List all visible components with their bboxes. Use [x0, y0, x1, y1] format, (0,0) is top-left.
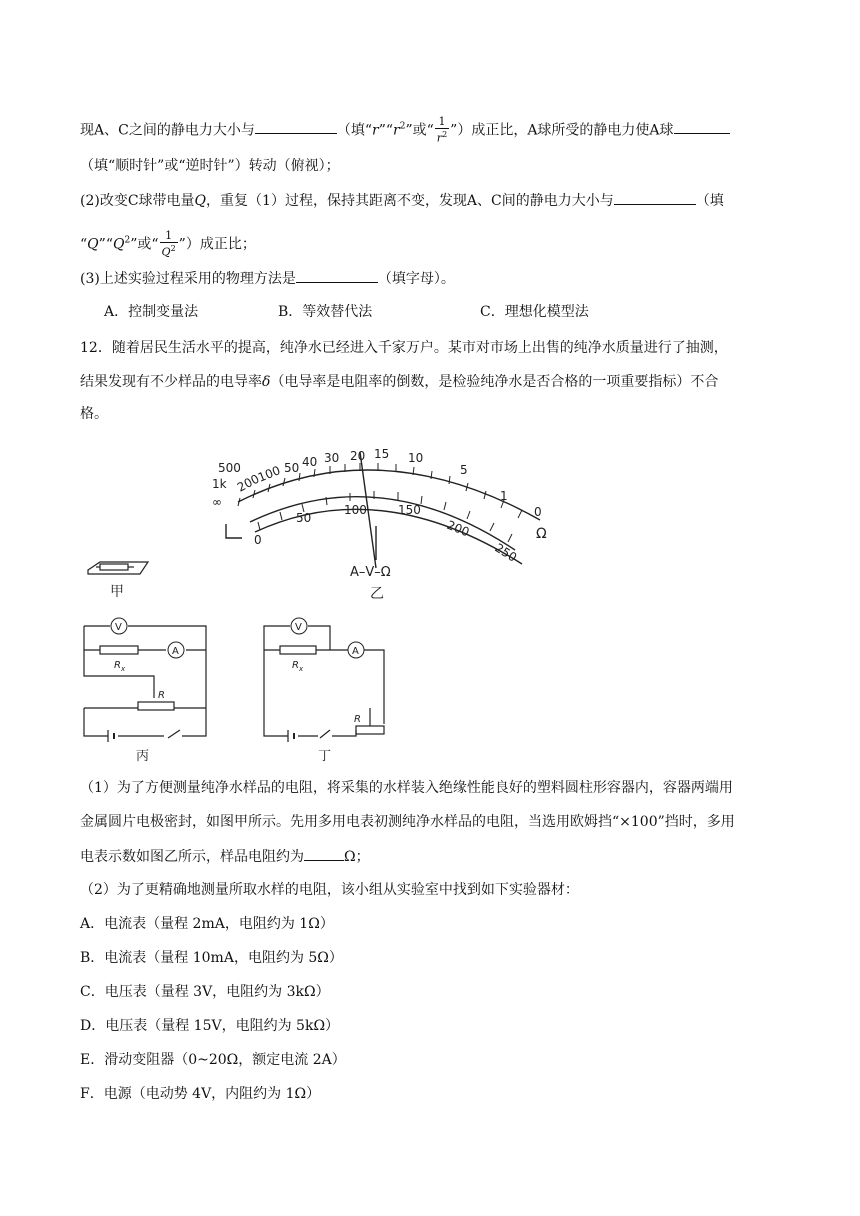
- scale-label-15: 15: [374, 447, 390, 461]
- q12-part2: （2）为了更精确地测量所取水样的电阻，该小组从实验室中找到如下实验器材：: [80, 882, 579, 898]
- rx-subscript: x: [121, 665, 126, 673]
- scale-label-20: 20: [350, 449, 366, 463]
- q12-intro-1: 12．随着居民生活水平的提高，纯净水已经进入千家万户。某市对市场上出售的纯净水质量进行了抽测，: [80, 340, 728, 356]
- lower-label-0: 0: [254, 533, 262, 547]
- figure-jia-label: 甲: [110, 584, 124, 600]
- scale-label-100: 100: [255, 463, 283, 485]
- lower-scale-labels: [254, 503, 519, 565]
- meter-lower-arc: [250, 497, 515, 550]
- voltmeter-label: V: [115, 622, 122, 633]
- q11-line1: 现A、C之间的静电力大小与 （填“$r”“r^2$”或“ $\frac{1}{r^2}$ ”）成正比，A球所受的静电力使A球: [80, 116, 730, 145]
- voltmeter-label: V: [295, 622, 302, 633]
- answer-blank[interactable]: [614, 190, 696, 205]
- equipment-d: D．电压表（量程 15V，电阻约为 5kΩ）: [80, 1018, 340, 1034]
- q12-part1-line2: 金属圆片电极密封，如图甲所示。先用多用电表初测纯净水样品的电阻，当选用欧姆挡“×100”挡时，多用: [80, 814, 735, 830]
- ohm-scale-labels: [212, 447, 547, 542]
- rheostat-label: R: [354, 714, 361, 725]
- q11-line5: (3)上述实验过程采用的物理方法是 （填字母）。: [80, 268, 455, 289]
- rheostat-label: R: [158, 690, 165, 701]
- figure-ding-label: 丁: [318, 749, 332, 764]
- scale-label-40: 40: [302, 455, 318, 469]
- answer-blank[interactable]: [296, 268, 378, 283]
- scale-label-0: 0: [534, 505, 542, 519]
- fraction-1-over-q2: $\frac{1}{Q^2}$: [161, 229, 176, 259]
- q11-line3: (2)改变C球带电量Q，重复（1）过程，保持其距离不变，发现A、C间的静电力大小与 （填: [80, 190, 724, 211]
- answer-blank[interactable]: [304, 846, 344, 861]
- option-a: A．控制变量法: [104, 304, 199, 320]
- scale-label-30: 30: [324, 451, 340, 465]
- equipment-a: A．电流表（量程 2mA，电阻约为 1Ω）: [80, 916, 334, 932]
- scale-label-1: 1: [500, 489, 508, 503]
- avo-label: A–V–Ω: [350, 565, 391, 580]
- lower-label-150: 150: [398, 503, 421, 517]
- figure-panel: [0, 440, 860, 770]
- scale-label-200: 200: [234, 471, 262, 495]
- meter-left-frame: [226, 524, 242, 538]
- option-b: B．等效替代法: [278, 304, 373, 320]
- scale-label-5: 5: [460, 463, 468, 477]
- equipment-e: E．滑动变阻器（0~20Ω，额定电流 2A）: [80, 1052, 346, 1068]
- ammeter-label: A: [352, 646, 359, 657]
- scale-label-10: 10: [408, 451, 424, 465]
- equipment-c: C．电压表（量程 3V，电阻约为 3kΩ）: [80, 984, 330, 1000]
- rx-label: R: [292, 660, 299, 671]
- fraction-1-over-r2: $\frac{1}{r^2}$: [436, 115, 448, 145]
- rx-subscript: x: [299, 665, 304, 673]
- q12-intro-2: 结果发现有不少样品的电导率δ（电导率是电阻率的倒数，是检验纯净水是否合格的一项重要指标）不合: [80, 374, 719, 390]
- equipment-f: F．电源（电动势 4V，内阻约为 1Ω）: [80, 1086, 321, 1102]
- scale-label-1k: 1k: [212, 477, 227, 491]
- figure-bing-label: 丙: [136, 749, 150, 764]
- lower-label-100: 100: [344, 503, 367, 517]
- sample-container-figure: [88, 562, 148, 574]
- answer-blank[interactable]: [255, 119, 337, 134]
- rx-label: R: [114, 660, 121, 671]
- q12-part1-line3: 电表示数如图乙所示，样品电阻约为 Ω；: [80, 846, 370, 867]
- lower-label-250: 250: [492, 540, 520, 565]
- equipment-b: B．电流表（量程 10mA，电阻约为 5Ω）: [80, 950, 343, 966]
- lower-label-200: 200: [444, 517, 472, 540]
- ammeter-label: A: [172, 646, 179, 657]
- ohm-symbol: Ω: [536, 526, 547, 542]
- q12-part1-line1: （1）为了方便测量纯净水样品的电阻，将采集的水样装入绝缘性能良好的塑料圆柱形容器内，容器两端用: [80, 780, 733, 796]
- lower-label-50: 50: [296, 511, 312, 525]
- circuit-ding: [264, 626, 384, 742]
- scale-label-50: 50: [284, 461, 300, 475]
- option-c: C．理想化模型法: [480, 304, 589, 320]
- q11-line2: （填“顺时针”或“逆时针”）转动（俯视）；: [80, 158, 340, 174]
- q12-intro-3: 格。: [80, 406, 108, 422]
- figure-yi-label: 乙: [370, 586, 384, 602]
- meter-upper-arc: [238, 470, 540, 520]
- scale-label-inf: ∞: [212, 495, 222, 509]
- scale-label-500: 500: [218, 461, 241, 475]
- q11-line4: “$Q”“Q^2$”或“ $\frac{1}{Q^2}$ ”）成正比；: [80, 229, 256, 259]
- answer-blank[interactable]: [674, 119, 730, 134]
- circuit-bing: [84, 626, 206, 742]
